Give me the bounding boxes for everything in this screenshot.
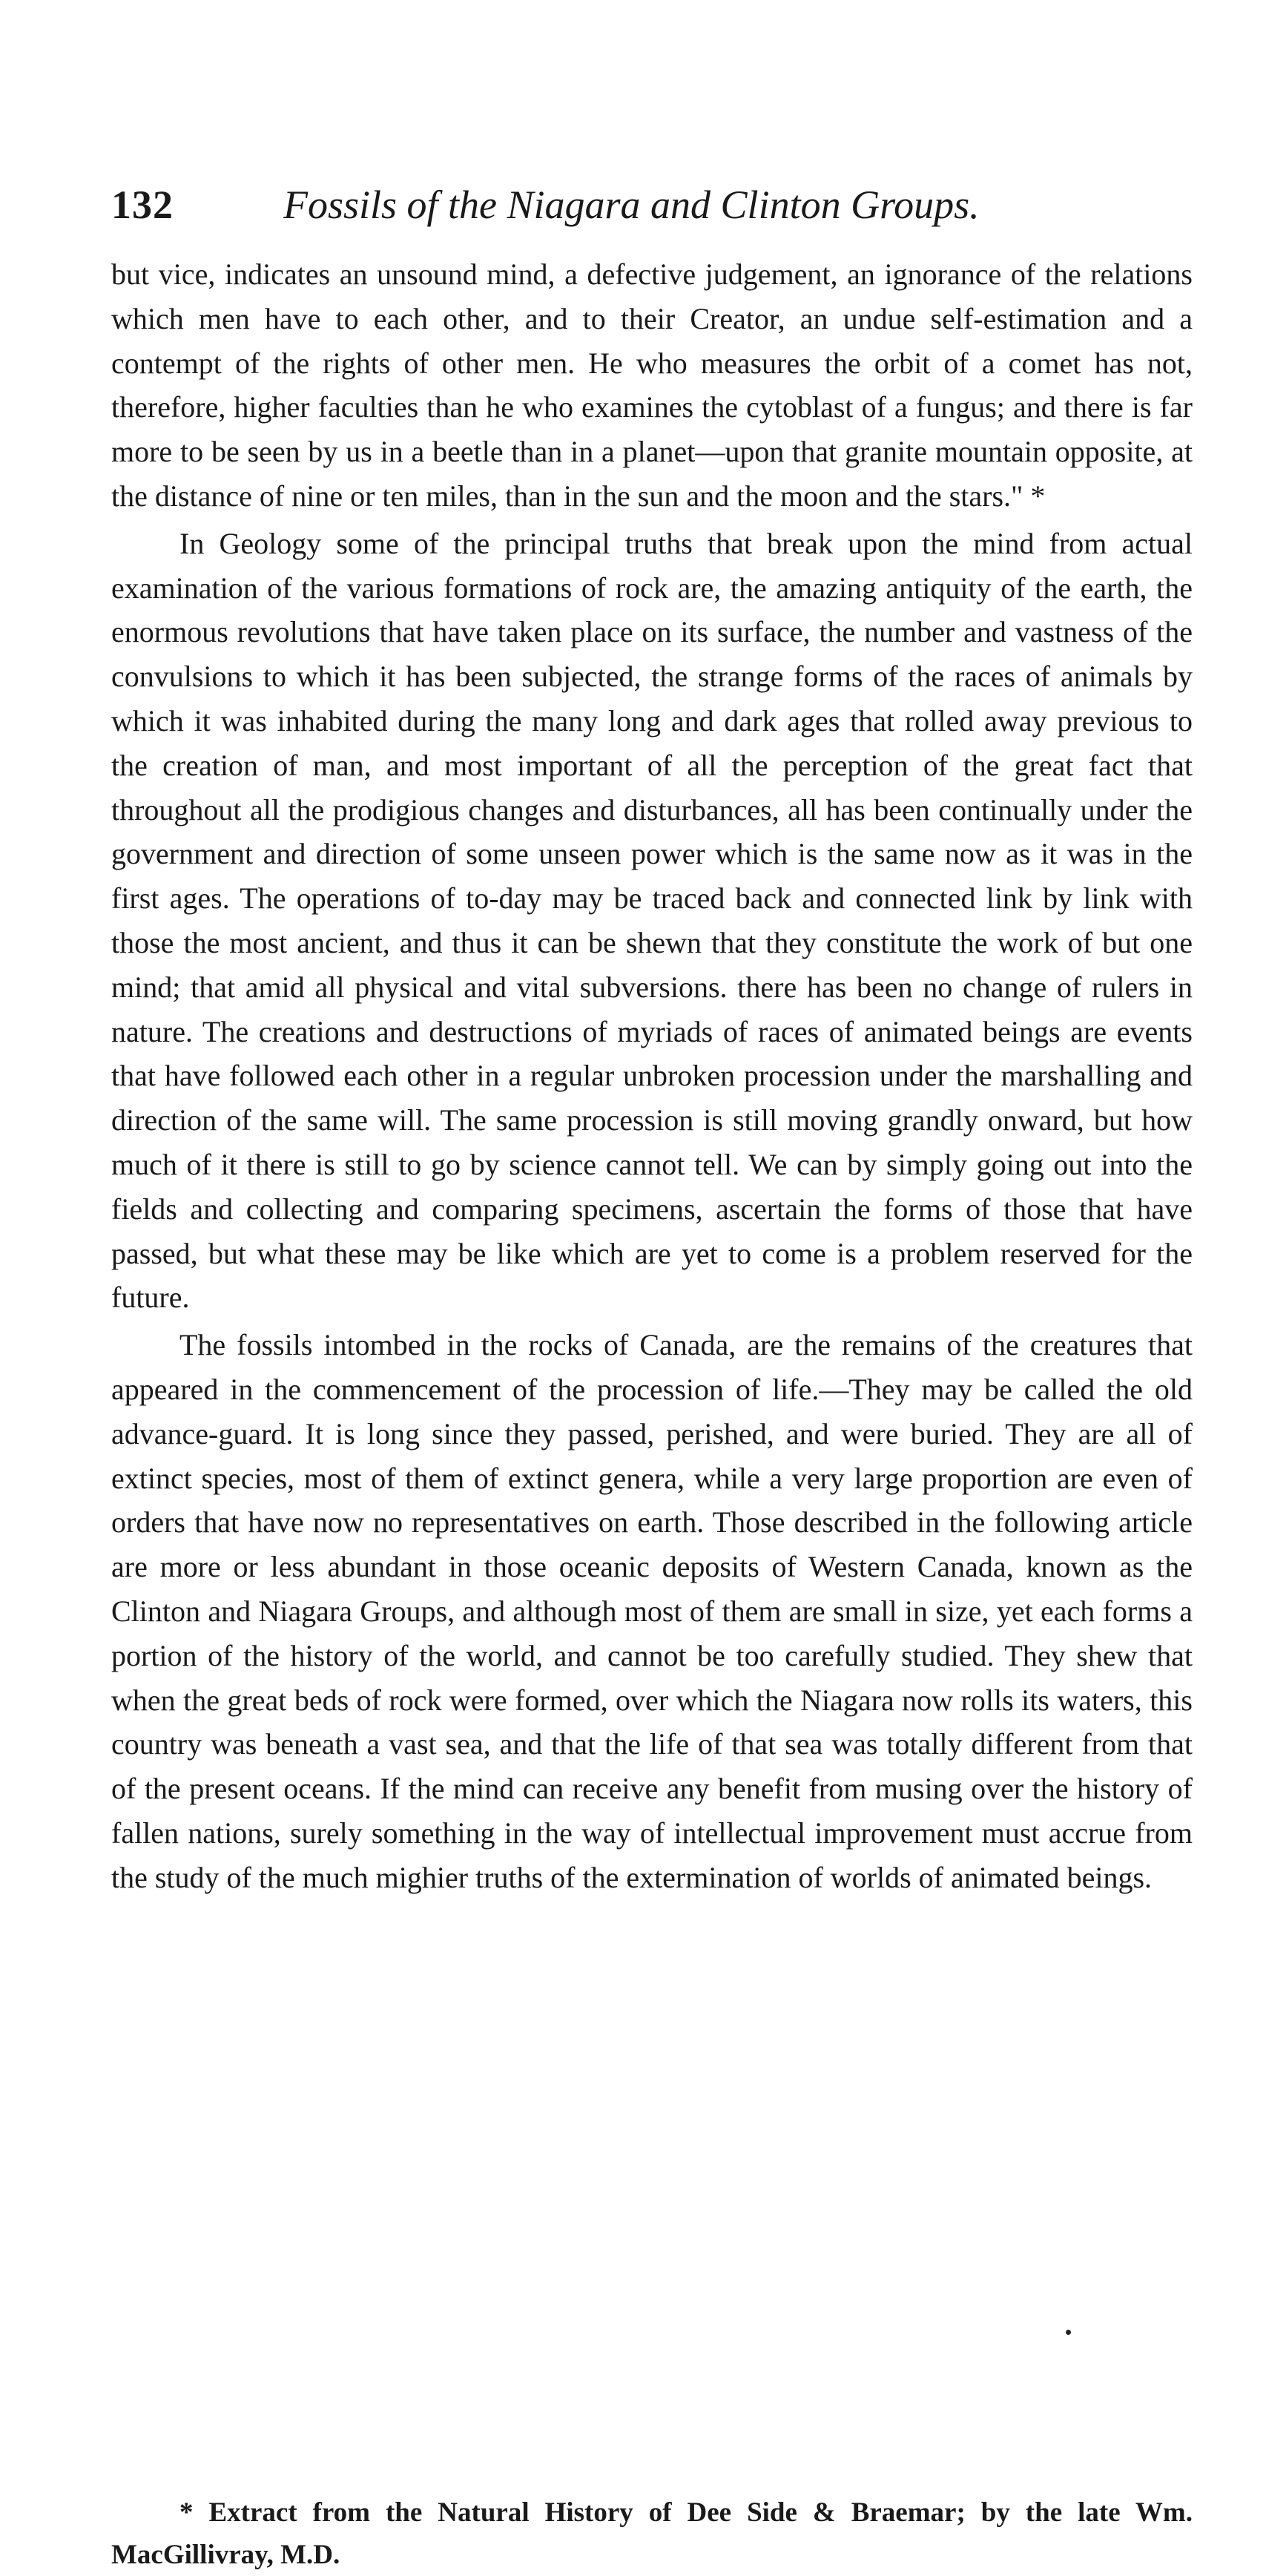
paragraph-continuation: but vice, indicates an unsound mind, a defective judgement, an ignorance of the relations which men have to each other, and to their Creator, an undue self-estimation and a contempt of the rights of other men. He who measures the orbit of a comet has not, therefore, higher faculties than he who examines the cytoblast of a fungus; and there is far more to be seen by us in a beetle than in a planet—upon that granite mountain opposite, at the distance of nine or ten miles, than in the sun and the moon and the stars." * — [111, 257, 1193, 513]
body-text — [111, 252, 1193, 1899]
page-header — [111, 182, 1194, 249]
paragraph-fossils: The fossils intombed in the rocks of Canada, are the remains of the creatures that appeared in the commencement of the procession of life.—They may be called the old advance-guard. It is long since they passed, perished, and were buried. They are all of extinct species, most of them of extinct genera, while a very large proportion are even of orders that have now no representatives on earth. Those described in the following article are more or less abundant in those oceanic deposits of Western Canada, known as the Clinton and Niagara Groups, and although most of them are small in size, yet each forms a portion of the history of the world, and cannot be too carefully studied. They shew that when the great beds of rock were formed, over which the Niagara now rolls its waters, this country was beneath a vast sea, and that the life of that sea was totally different from that of the present oceans. If the mind can receive any benefit from musing over the history of fallen nations, surely something in the way of intellectual improvement must accrue from the study of the much mighier truths of the extermination of worlds of animated beings. — [111, 1328, 1193, 1894]
page-number: 132 — [111, 183, 174, 227]
running-title: Fossils of the Niagara and Clinton Groups. — [283, 183, 980, 227]
print-speck — [1066, 2330, 1071, 2335]
footnote: * Extract from the Natural History of Dee Side & Braemar; by the late Wm. MacGillivray, M.D. — [111, 2497, 1193, 2570]
paragraph-geology: In Geology some of the principal truths that break upon the mind from actual examination of the various formations of rock are, the amazing antiquity of the earth, the enormous revolutions that have taken place on its surface, the number and vastness of the convulsions to which it has been subjected, the strange forms of the races of animals by which it was inhabited during the many long and dark ages that rolled away previous to the creation of man, and most important of all the perception of the great fact that throughout all the prodigious changes and disturbances, all has been continually under the government and direction of some unseen power which is the same now as it was in the first ages. The operations of to-day may be traced back and connected link by link with those the most ancient, and thus it can be shewn that they constitute the work of but one mind; that amid all physical and vital subversions. there has been no change of rulers in nature. The creations and destructions of myriads of races of animated beings are events that have followed each other in a regular unbroken procession under the marshalling and direction of the same will. The same procession is still moving grandly onward, but how much of it there is still to go by science cannot tell. We can by simply going out into the fields and collecting and comparing specimens, ascertain the forms of those that have passed, but what these may be like which are yet to come is a problem reserved for the future. — [111, 526, 1193, 1315]
